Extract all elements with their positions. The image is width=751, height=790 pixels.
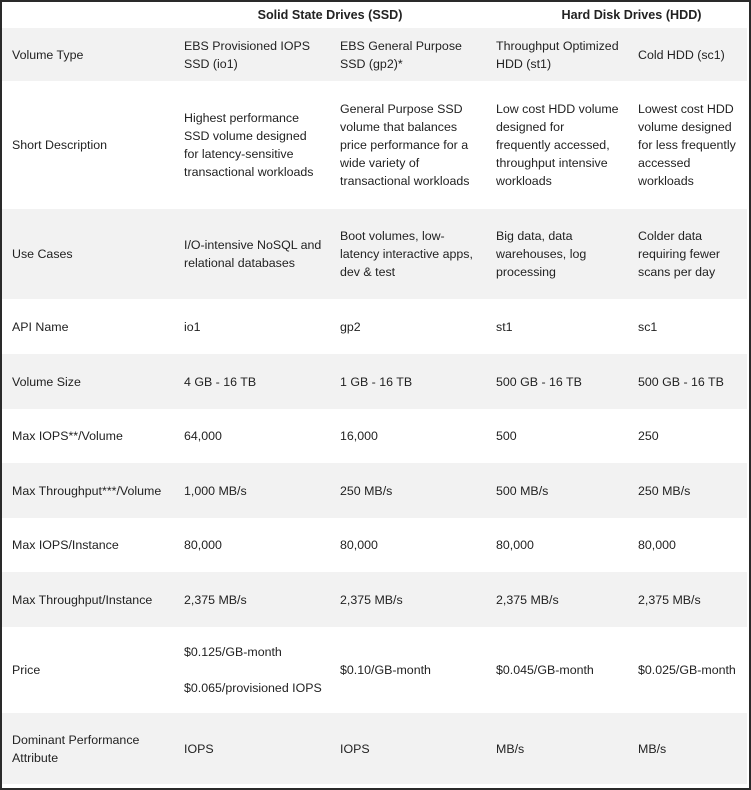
table-row xyxy=(2,463,747,518)
row-label: Price xyxy=(12,663,41,677)
table-cell: 80,000 xyxy=(340,538,378,552)
table-cell: $0.045/GB-month xyxy=(496,663,594,677)
table-cell: 4 GB - 16 TB xyxy=(174,354,330,409)
table-cell: Throughput Optimized HDD (st1) xyxy=(486,28,628,81)
ebs-volume-comparison-table xyxy=(2,2,747,784)
table-cell: Big data, data warehouses, log processing xyxy=(486,209,628,299)
table-cell: 1 GB - 16 TB xyxy=(330,354,486,409)
row-label: Volume Size xyxy=(2,354,174,409)
table-cell: 80,000 xyxy=(184,538,222,552)
table-cell: EBS General Purpose SSD (gp2)* xyxy=(330,28,486,81)
table-cell: Colder data requiring fewer scans per day xyxy=(628,209,747,299)
table-cell: 80,000 xyxy=(496,538,534,552)
table-cell: IOPS xyxy=(330,713,486,784)
table-cell: 64,000 xyxy=(184,429,222,443)
table-cell: 500 xyxy=(496,429,517,443)
table-cell: $0.10/GB-month xyxy=(340,663,431,677)
table-cell xyxy=(174,627,330,713)
table-row xyxy=(2,518,747,572)
table-cell: Highest performance SSD volume designed for latency-sensitive transactional workloads xyxy=(184,111,314,179)
table-cell: IOPS xyxy=(174,713,330,784)
ssd-group-header: Solid State Drives (SSD) xyxy=(257,8,403,22)
table-cell: $0.025/GB-month xyxy=(638,663,736,677)
table-cell: io1 xyxy=(184,319,201,334)
row-label: Dominant Performance Attribute xyxy=(2,713,174,784)
table-row xyxy=(2,28,747,81)
row-label: API Name xyxy=(12,319,69,334)
table-row xyxy=(2,354,747,409)
table-cell: Boot volumes, low-latency interactive apps, dev & test xyxy=(330,209,486,299)
table-cell: Low cost HDD volume designed for frequently accessed, throughput intensive workloads xyxy=(496,102,619,188)
row-label: Max Throughput***/Volume xyxy=(2,463,174,518)
table-cell: 250 MB/s xyxy=(330,463,486,518)
table-row xyxy=(2,409,747,463)
price-storage: $0.125/GB-month xyxy=(184,645,282,659)
row-label: Use Cases xyxy=(2,209,174,299)
table-cell: 16,000 xyxy=(340,429,378,443)
table-cell: MB/s xyxy=(628,713,747,784)
table-cell: 2,375 MB/s xyxy=(628,572,747,627)
table-cell: EBS Provisioned IOPS SSD (io1) xyxy=(174,28,330,81)
table-cell: st1 xyxy=(496,319,513,334)
table-cell: Cold HDD (sc1) xyxy=(628,28,747,81)
group-header-row xyxy=(2,2,747,28)
hdd-group-header: Hard Disk Drives (HDD) xyxy=(561,8,702,22)
table-row xyxy=(2,627,747,713)
table-cell: 500 MB/s xyxy=(486,463,628,518)
table-cell: 2,375 MB/s xyxy=(174,572,330,627)
table-cell: General Purpose SSD volume that balances price performance for a wide variety of transactional workloads xyxy=(340,102,470,188)
row-label: Short Description xyxy=(12,138,108,152)
table-cell: 500 GB - 16 TB xyxy=(486,354,628,409)
table-cell: MB/s xyxy=(486,713,628,784)
row-label: Max IOPS/Instance xyxy=(12,538,119,552)
table-row xyxy=(2,713,747,784)
table-cell: 80,000 xyxy=(638,538,676,552)
row-label: Max IOPS**/Volume xyxy=(12,429,123,443)
table-cell: 2,375 MB/s xyxy=(486,572,628,627)
table-row xyxy=(2,299,747,354)
table-cell: 250 xyxy=(638,429,659,443)
row-label: Max Throughput/Instance xyxy=(2,572,174,627)
table-row xyxy=(2,209,747,299)
table-cell: sc1 xyxy=(638,319,658,334)
table-cell: gp2 xyxy=(340,319,361,334)
table-cell: 500 GB - 16 TB xyxy=(628,354,747,409)
table-cell: 1,000 MB/s xyxy=(174,463,330,518)
row-label: Volume Type xyxy=(2,28,174,81)
table-cell: 250 MB/s xyxy=(628,463,747,518)
table-row xyxy=(2,81,747,209)
table-cell: 2,375 MB/s xyxy=(330,572,486,627)
empty-header xyxy=(2,2,174,28)
table-cell: Lowest cost HDD volume designed for less frequently accessed workloads xyxy=(638,102,736,188)
table-row xyxy=(2,572,747,627)
table-cell: I/O-intensive NoSQL and relational databases xyxy=(174,209,330,299)
price-iops: $0.065/provisioned IOPS xyxy=(184,681,322,695)
